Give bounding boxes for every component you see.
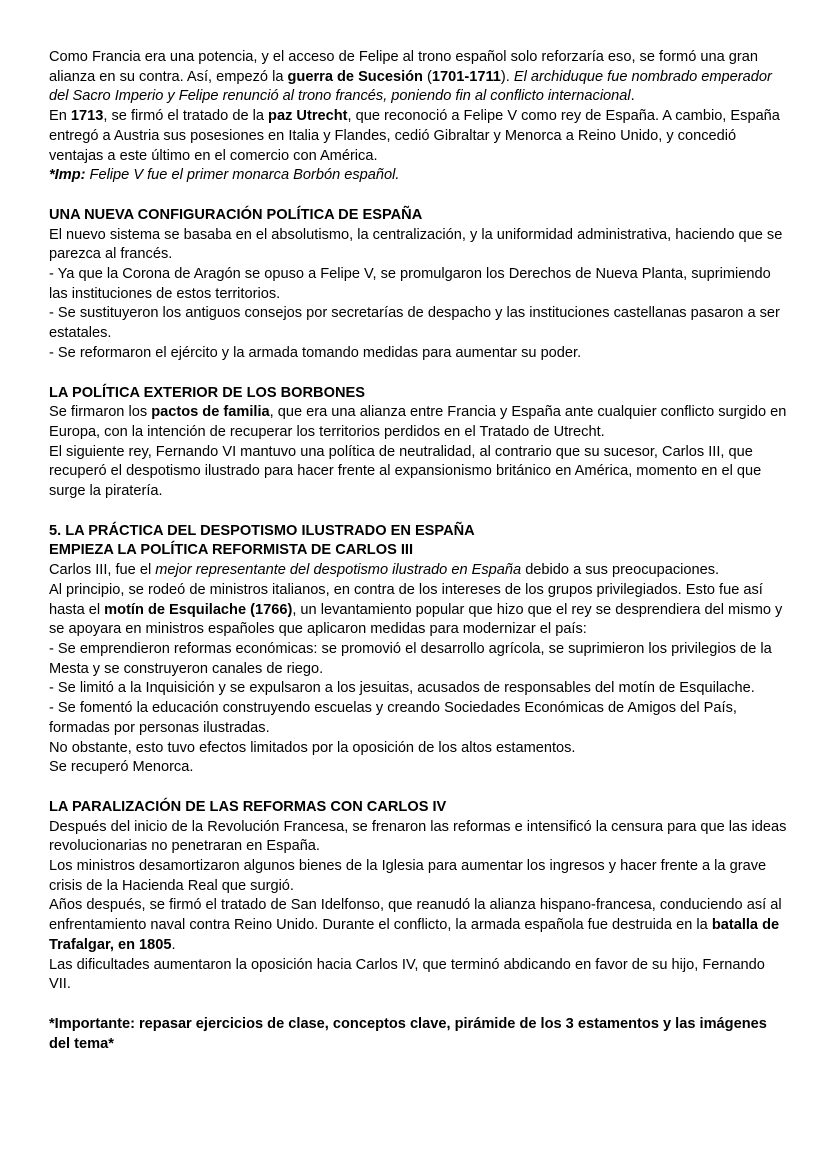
paragraph-trafalgar — [49, 896, 788, 955]
list-item: - Se limitó a la Inquisición y se expulsaron a los jesuitas, acusados de responsables del motín de Esquilache. — [49, 680, 755, 697]
paragraph-fernando-vi: El siguiente rey, Fernando VI mantuvo una política de neutralidad, al contrario que su sucesor, Carlos III, que recuperó el despotismo ilustrado para hacer frente al expansionismo británico en América, momento en el que surge la piratería. — [49, 443, 762, 500]
list-item: - Se reformaron el ejército y la armada tomando medidas para aumentar su poder. — [49, 344, 582, 361]
text: . — [630, 88, 635, 105]
paragraph-carlos-iii — [49, 561, 788, 581]
paragraph-motin-esquilache — [49, 581, 788, 640]
section-heading-politica-exterior: LA POLÍTICA EXTERIOR DE LOS BORBONES — [49, 384, 365, 401]
text: , que era una alianza entre Francia y España ante cualquier conflicto surgido en Europa, con la intención de recuperar los territorios perdidos en el Tratado de Utrecht. — [49, 404, 787, 440]
paragraph-imp-note — [49, 166, 788, 186]
text: , que reconoció a Felipe V como rey de España. A cambio, España entregó a Austria sus posesiones en Italia y Flandes, cedió Gibraltar y Menorca a Reino Unido, y concedió ventajas a este último en el comercio con América. — [49, 108, 780, 164]
paragraph-pactos-familia — [49, 403, 788, 442]
paragraph: El nuevo sistema se basaba en el absolutismo, la centralización, y la uniformidad administrativa, haciendo que se parezca al francés. — [49, 226, 783, 263]
paragraph: Los ministros desamortizaron algunos bienes de la Iglesia para aumentar los ingresos y hacer frente a la grave crisis de la Hacienda Real que surgió. — [49, 858, 767, 894]
italic-text: mejor representante del despotismo ilustrado en España — [155, 562, 522, 579]
italic-text: Felipe V fue el primer monarca Borbón español. — [85, 167, 400, 184]
bold-text: paz Utrecht — [268, 108, 348, 125]
bold-text: pactos de familia — [151, 404, 270, 421]
paragraph-paz-utrecht — [49, 107, 788, 166]
list-item: - Se sustituyeron los antiguos consejos por secretarías de despacho y las instituciones castellanas pasaron a ser estatales. — [49, 305, 780, 342]
text: Al principio, se rodeó de ministros italianos, en contra de los intereses de los grupos privilegiados. Esto fue así hasta el — [49, 581, 763, 618]
text: Carlos III, fue el — [49, 562, 156, 579]
paragraph: No obstante, esto tuvo efectos limitados por la oposición de los altos estamentos. — [49, 739, 576, 756]
text: ). — [500, 68, 514, 85]
paragraph: Se recuperó Menorca. — [49, 759, 194, 776]
list-item: - Se emprendieron reformas económicas: se promovió el desarrollo agrícola, se suprimieron los privilegios de la Mesta y se construyeron canales de riego. — [49, 640, 772, 677]
text: Se firmaron los — [49, 404, 152, 421]
italic-text: El archiduque fue nombrado emperador del Sacro Imperio y Felipe renunció al trono francés, poniendo fin al conflicto internacional — [49, 68, 772, 105]
bold-italic-text: *Imp: — [49, 167, 86, 184]
bold-text: motín de Esquilache (1766) — [104, 601, 293, 618]
section-subheading-carlos-iii: EMPIEZA LA POLÍTICA REFORMISTA DE CARLOS III — [49, 542, 414, 559]
section-heading-carlos-iv: LA PARALIZACIÓN DE LAS REFORMAS CON CARLOS IV — [49, 798, 447, 815]
text: , se firmó el tratado de la — [103, 108, 269, 125]
list-item: - Ya que la Corona de Aragón se opuso a Felipe V, se promulgaron los Derechos de Nueva Planta, suprimiendo las instituciones de estos territorios. — [49, 266, 771, 302]
text: debido a sus preocupaciones. — [521, 562, 720, 579]
list-item: - Se fomentó la educación construyendo escuelas y creando Sociedades Económicas de Amigos del País, formadas por personas ilustradas. — [49, 700, 737, 736]
section-heading-despotismo: 5. LA PRÁCTICA DEL DESPOTISMO ILUSTRADO EN ESPAÑA — [49, 522, 475, 539]
text: En — [49, 108, 71, 125]
text: Años después, se firmó el tratado de San Idelfonso, que reanudó la alianza hispano-francesa, conduciendo así al enfrentamiento naval contra Reino Unido. Durante el conflicto, la armada española fue destruida en la — [49, 897, 782, 934]
bold-text: 1701-1711 — [431, 68, 501, 85]
important-note: *Importante: repasar ejercicios de clase, conceptos clave, pirámide de los 3 estamentos y las imágenes del tema* — [49, 1015, 767, 1052]
paragraph: Después del inicio de la Revolución Francesa, se frenaron las reformas e intensificó la censura para que las ideas revolucionarias no penetraran en España. — [49, 818, 787, 855]
paragraph-guerra-sucesion — [49, 48, 788, 107]
bold-text: guerra de Sucesión — [287, 68, 423, 85]
text: ( — [422, 68, 432, 85]
bold-text: 1713 — [70, 108, 104, 125]
paragraph: Las dificultades aumentaron la oposición hacia Carlos IV, que terminó abdicando en favor de su hijo, Fernando VII. — [49, 956, 765, 993]
bold-text: batalla de Trafalgar, en 1805 — [49, 917, 780, 953]
text: . — [171, 936, 176, 953]
section-heading-configuracion: UNA NUEVA CONFIGURACIÓN POLÍTICA DE ESPAÑA — [49, 206, 423, 223]
text: Como Francia era una potencia, y el acceso de Felipe al trono español solo reforzaría eso, se formó una gran alianza en su contra. Así, empezó la — [49, 49, 759, 85]
text: , un levantamiento popular que hizo que el rey se desprendiera del mismo y se apoyara en ministros españoles que aplicaron medidas para modernizar el país: — [49, 601, 783, 638]
